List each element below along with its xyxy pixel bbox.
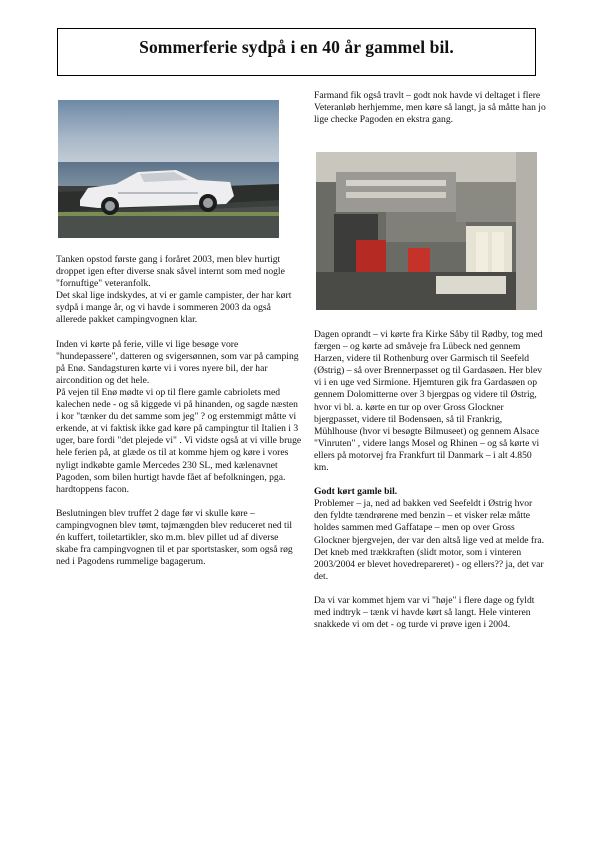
right-top-text [314, 90, 546, 138]
paragraph-ending: Da vi var kommet hjem var vi "høje" i flere dage og fyldt med indtryk – tænk vi havde kørt så langt. Hele vinteren snakkede vi om det - og turde vi prøve igen i 2004. [314, 594, 535, 631]
title-box [57, 28, 536, 76]
left-column [56, 254, 302, 580]
engine-photo [316, 152, 537, 310]
car-photo-image [58, 100, 279, 238]
section-heading: Godt kørt gamle bil. [314, 486, 398, 498]
paragraph-decision: Beslutningen blev truffet 2 dage før vi skulle køre – campingvognen blev tømt, tøjmængden blev reduceret ned til én kuffert, toiletartikler, sko m.m. blev pillet ud af diverse skabe fra campingvognen til et par sportstasker, som også røg ned i Pagodens rummelige bagagerum. [56, 507, 293, 568]
paragraph-visit: Inden vi kørte på ferie, ville vi lige besøge vore "hundepassere", datteren og svigersønnen, som var på camping på Enø. Sandagsturen kørte vi i vores nyere bil, der har aircondition og det hele. [56, 338, 299, 386]
paragraph-farmand: Farmand fik også travlt – godt nok havde vi deltaget i flere Veteranløb herhjemme, men køre så langt, ja så måtte han jo lige checke Pagoden en ekstra gang. [314, 90, 546, 126]
page-title: Sommerferie sydpå i en 40 år gammel bil. [139, 37, 454, 57]
paragraph-route: Dagen oprandt – vi kørte fra Kirke Såby til Rødby, tog med færgen – og kørte ad småveje fra Lübeck ned gennem Harzen, videre til Rothenburg over Garmisch til Seefeld (Østrig) – så over Brennerpasset og til Gardasøen. Her blev vi i en uge ved Sirmione. Hjemturen gik fra Gardasøen op gennem Dolomitterne over 3 bjergpas og videre til Østrig, hvor vi bl. a. kørte en tur op over Gross Glockner bjergpasset, videre til Bodensøen, så til Frankrig, Mühlhouse (hvor vi besøgte Bilmuseet) og gennem Alsace "Vinruten" , videre langs Mosel og Rhinen – og så kørte vi ellers på motorvej fra Frankfurt til Danmark – i alt 4.850 km. [314, 329, 543, 474]
engine-photo-image [316, 152, 537, 310]
paragraph-cabriolets: På vejen til Enø mødte vi op til flere gamle cabriolets med kalechen nede - og så kiggede vi på hinanden, og sagde næsten i kor "tænker du det samme som jeg" ? og erstemmigt måtte vi erkende, at vi faktisk ikke gad køre på campingtur til Italien i 3 uger, bare fordi "det plejede vi" . Vi vidste også at vi ville bruge hele ferien på, at glæde os til at komme hjem og køre i vores nyligt indkøbte gamle Mercedes 230 SL, med kælenavnet Pagoden, som bilen hurtigt havde fået af befolkningen, pga. hardtoppens facon. [56, 386, 302, 495]
paragraph-problems: Problemer – ja, ned ad bakken ved Seefeldt i Østrig hvor den fyldte tændrørene med benzin – et visker relæ måtte holdes sammen med Gaffatape – men op over Gross Glockner bjergvejen, der var den altså lige ved at melde fra. Det kneb med trækkraften (slidt motor, som i vinteren 2003/2004 er blevet hovedrepareret) - og ellers?? ja, det var det. [314, 498, 544, 582]
car-photo [58, 100, 279, 238]
right-column [314, 329, 546, 643]
paragraph-intro: Tanken opstod første gang i foråret 2003, men blev hurtigt droppet igen efter diverse snak såvel internt som med nogle "fornuftige" veteranfolk. [56, 254, 285, 290]
paragraph-campers: Det skal lige indskydes, at vi er gamle campister, der har kørt sydpå i mange år, og vi havde i sommeren 2003 da også allerede pakket campingvognen klar. [56, 290, 292, 326]
